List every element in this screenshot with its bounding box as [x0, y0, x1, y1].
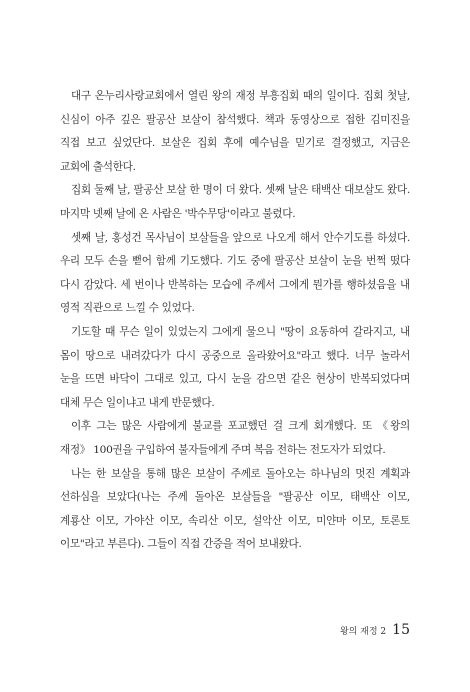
- paragraph: 집회 둘째 날, 팔공산 보살 한 명이 더 왔다. 셋째 날은 태백산 대보살도 왔다. 마지막 넷째 날에 온 사람은 '박수무당'이라고 불렸다.: [60, 184, 410, 220]
- running-title: 왕의 재정 2: [339, 627, 387, 637]
- paragraph: 기도할 때 무슨 일이 있었는지 그에게 물으니 "땅이 요동하여 갈라지고, 내 몸이 땅으로 내려갔다가 다시 공중으로 올라왔어요"라고 했다. 너무 놀라서 눈을 뜨면 바닥이 그대로 있고, 다시 눈을 감으면 같은 현상이 반복되었다며 대체 무슨 일이냐고 내게 반문했다.: [60, 325, 410, 409]
- page-footer: [340, 622, 410, 642]
- page-number: 15: [392, 622, 410, 638]
- body-text: [60, 85, 410, 557]
- paragraph: 셋째 날, 홍성건 목사님이 보살들을 앞으로 나오게 해서 안수기도를 하셨다. 우리 모두 손을 뻗어 함께 기도했다. 기도 중에 팔공산 보살이 눈을 번쩍 떴다 다시 감았다. 세 번이나 반복하는 모습에 주께서 그에게 뭔가를 행하셨음을 내 영적 직관으로 느낄 수 있었다.: [60, 231, 410, 315]
- paragraph: 이후 그는 많은 사람에게 불교를 포교했던 걸 크게 회개했다. 또 《왕의 재정》 100권을 구입하여 불자들에게 주며 복음 전하는 전도자가 되었다.: [60, 420, 410, 456]
- paragraph: 대구 온누리사랑교회에서 열린 왕의 재정 부흥집회 때의 일이다. 집회 첫날, 신심이 아주 깊은 팔공산 보살이 참석했다. 책과 동영상으로 접한 김미진을 직접 보고 싶었단다. 보살은 집회 후에 예수님을 믿기로 결정했고, 지금은 교회에 출석한다.: [60, 90, 410, 173]
- paragraph: 나는 한 보살을 통해 많은 보살이 주께로 돌아오는 하나님의 멋진 계획과 선하심을 보았다(나는 주께 돌아온 보살들을 "팔공산 이모, 태백산 이모, 계룡산 이모, 가야산 이모, 속리산 이모, 설악산 이모, 미얀마 이모, 토론토 이모"라고 부른다). 그들이 직접 간증을 적어 보내왔다.: [60, 467, 410, 551]
